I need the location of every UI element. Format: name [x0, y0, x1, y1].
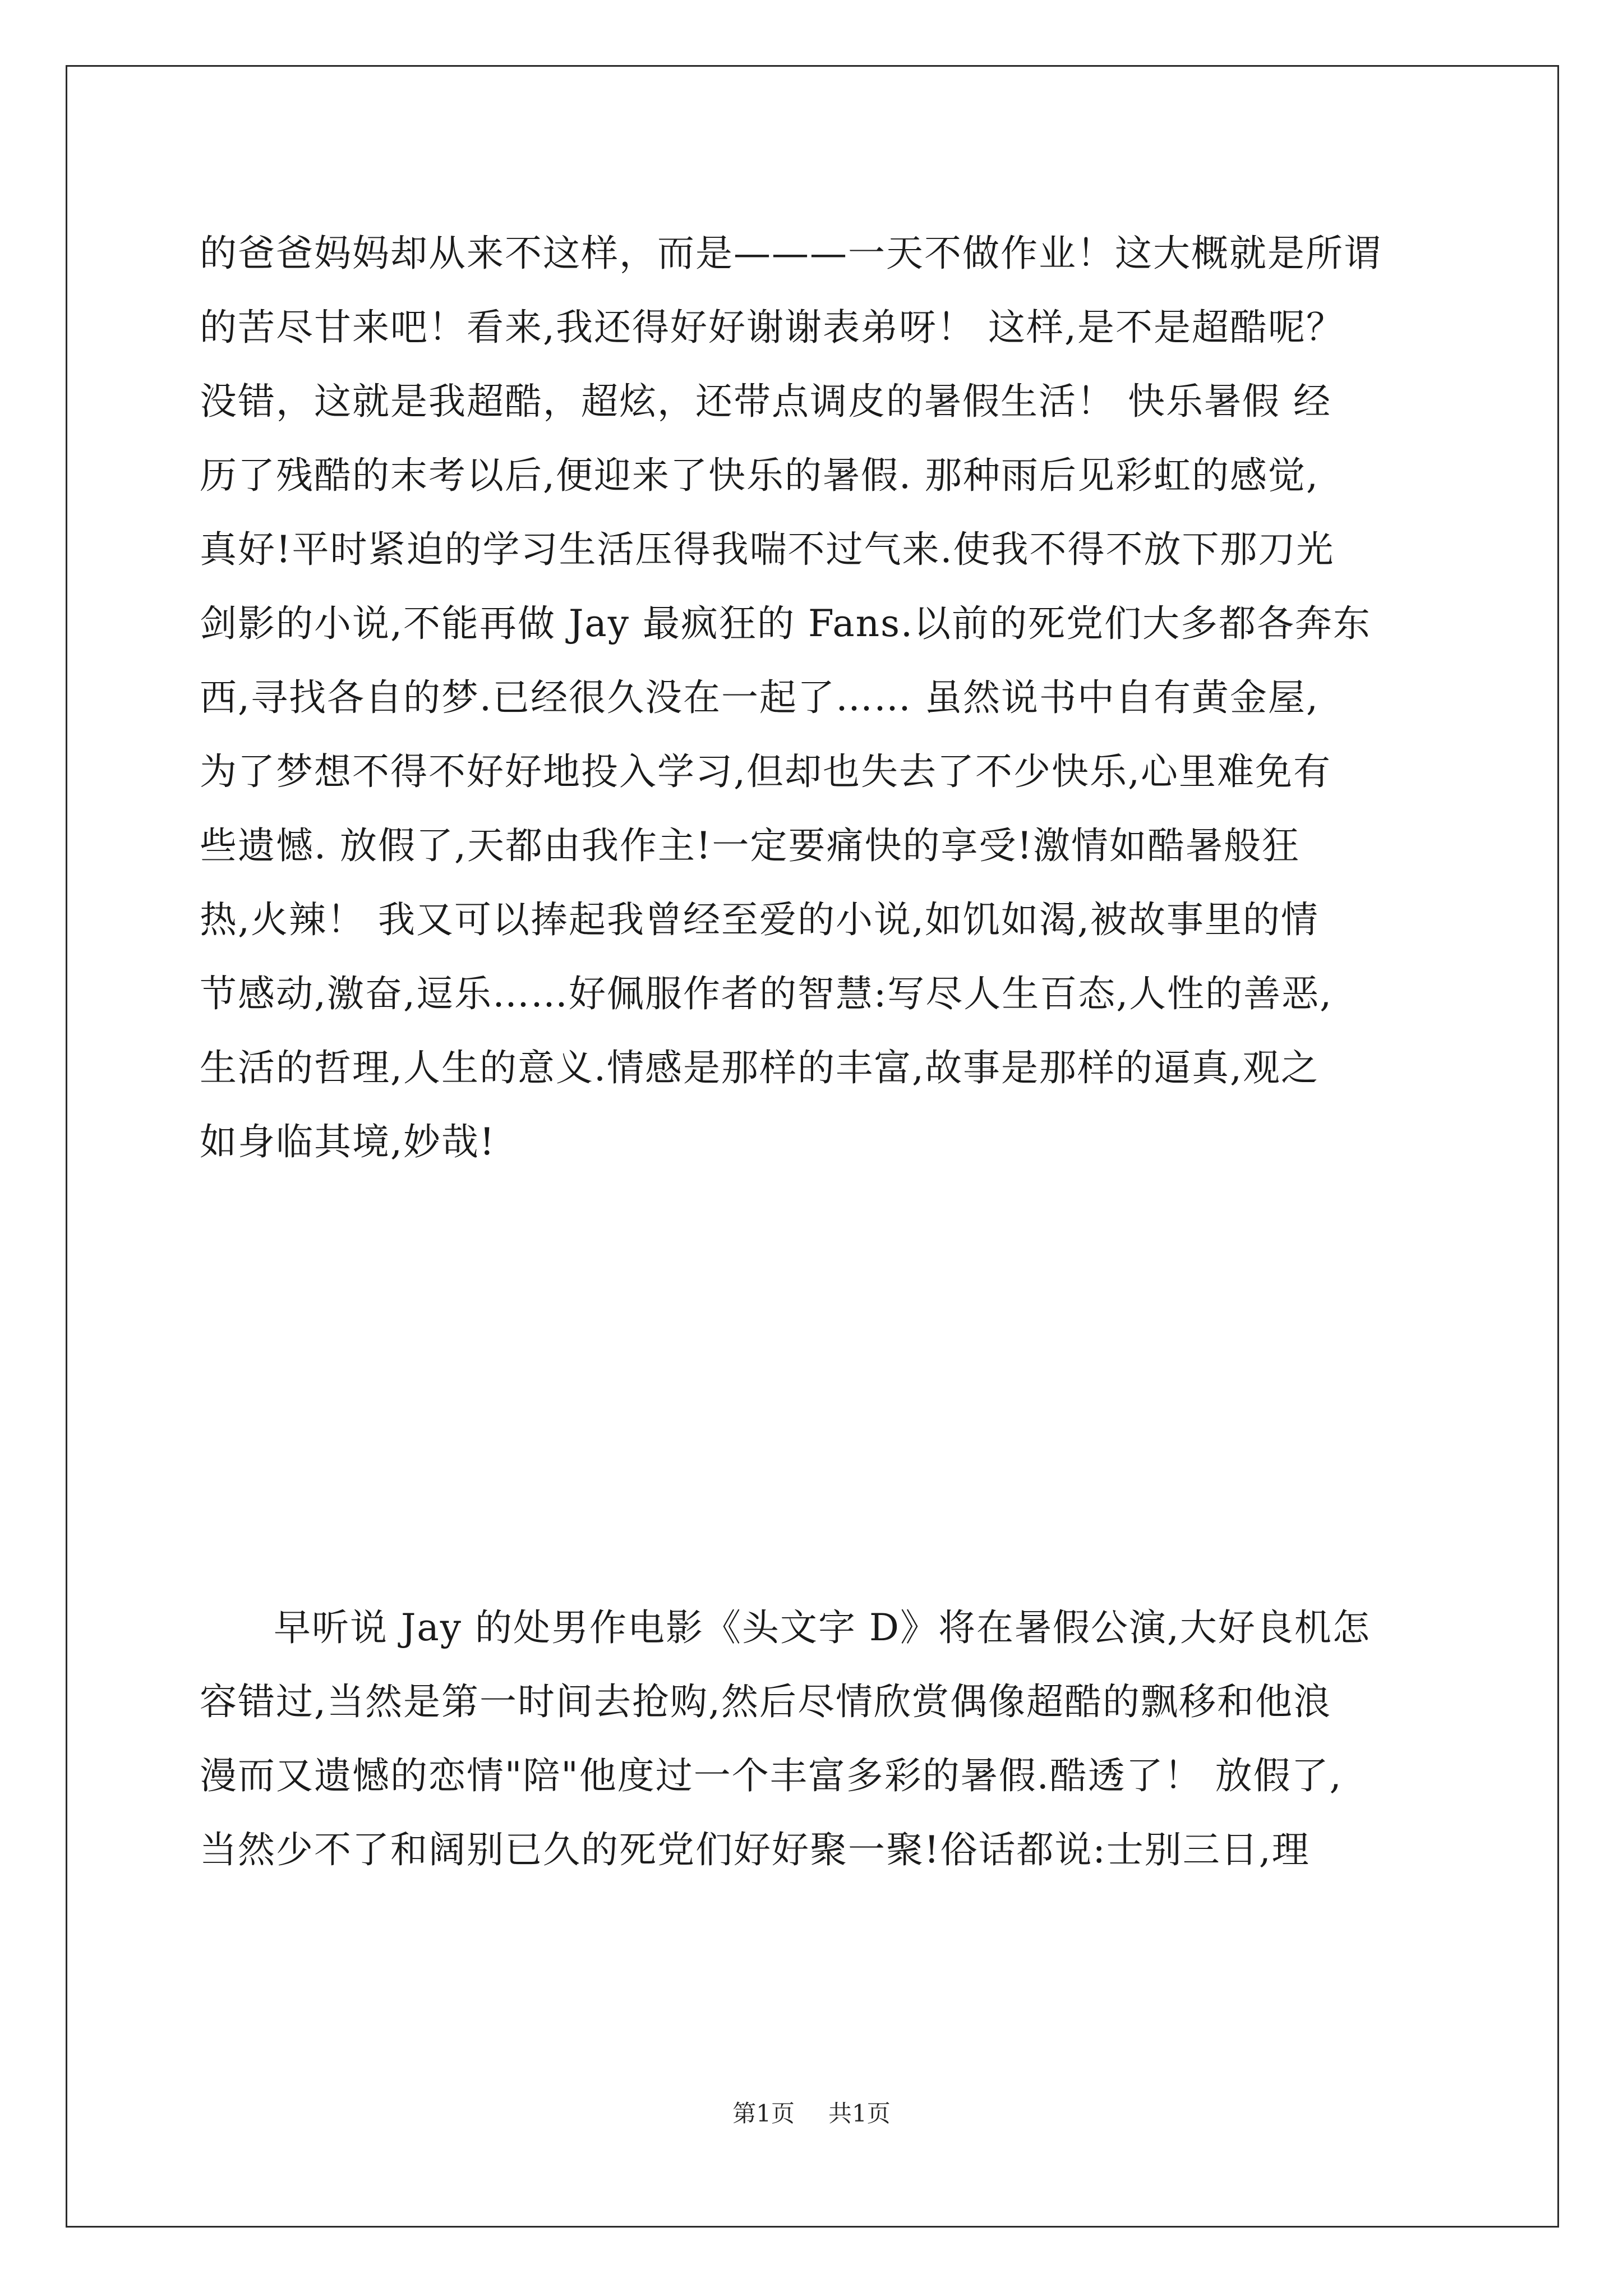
- text-line: 当然少不了和阔别已久的死党们好好聚一聚!俗话都说:士别三日,理: [200, 1828, 1310, 1871]
- text-line: 没错，这就是我超酷，超炫，还带点调皮的暑假生活！ 快乐暑假 经: [200, 380, 1331, 423]
- text-line: 真好!平时紧迫的学习生活压得我喘不过气来.使我不得不放下那刀光: [200, 528, 1335, 571]
- text-line: 些遗憾. 放假了,天都由我作主!一定要痛快的享受!激情如酷暑般狂: [200, 824, 1300, 867]
- text-line: 的爸爸妈妈却从来不这样，而是———一天不做作业！这大概就是所谓: [200, 232, 1382, 275]
- text-line: 西,寻找各自的梦.已经很久没在一起了…… 虽然说书中自有黄金屋,: [200, 676, 1319, 719]
- page-number: 第1页: [732, 2100, 795, 2127]
- paragraph-1: [200, 217, 1429, 1179]
- page-total: 共1页: [828, 2100, 891, 2127]
- text-line: 早听说 Jay 的处男作电影《头文字 D》将在暑假公演,大好良机怎: [274, 1606, 1371, 1649]
- text-line: 节感动,激奋,逗乐……好佩服作者的智慧:写尽人生百态,人性的善恶,: [200, 972, 1333, 1015]
- text-line: 历了残酷的末考以后,便迎来了快乐的暑假. 那种雨后见彩虹的感觉,: [200, 454, 1319, 497]
- text-line: 为了梦想不得不好好地投入学习,但却也失去了不少快乐,心里难免有: [200, 750, 1331, 793]
- text-line: 漫而又遗憾的恋情"陪"他度过一个丰富多彩的暑假.酷透了！ 放假了,: [200, 1754, 1343, 1797]
- page-footer: [0, 2097, 1623, 2131]
- text-line: 剑影的小说,不能再做 Jay 最疯狂的 Fans.以前的死党们大多都各奔东: [200, 602, 1372, 645]
- text-line: 生活的哲理,人生的意义.情感是那样的丰富,故事是那样的逼真,观之: [200, 1046, 1319, 1089]
- text-line: 容错过,当然是第一时间去抢购,然后尽情欣赏偶像超酷的飘移和他浪: [200, 1680, 1331, 1723]
- text-line: 热,火辣！ 我又可以捧起我曾经至爱的小说,如饥如渴,被故事里的情: [200, 898, 1319, 941]
- paragraph-2: [200, 1591, 1429, 1887]
- text-line: 如身临其境,妙哉!: [200, 1120, 496, 1163]
- text-line: 的苦尽甘来吧！看来,我还得好好谢谢表弟呀！ 这样,是不是超酷呢？: [200, 306, 1344, 349]
